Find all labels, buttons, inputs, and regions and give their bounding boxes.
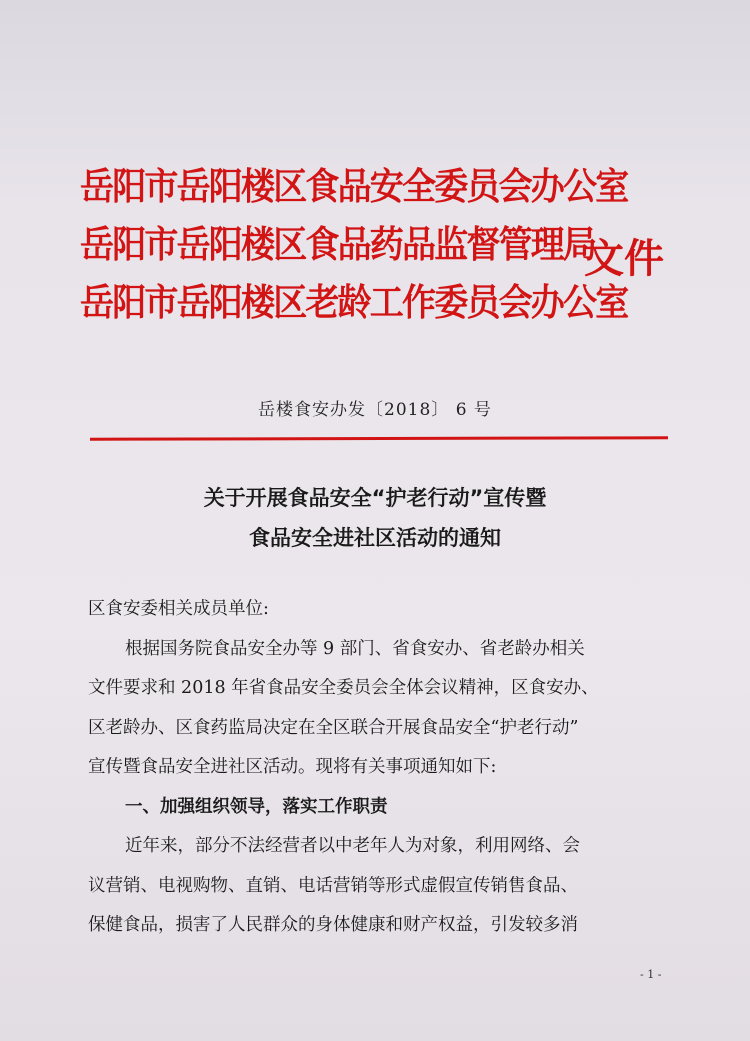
document-title: [0, 478, 750, 558]
paragraph-2-line-3: 保健食品，损害了人民群众的身体健康和财产权益，引发较多消: [88, 915, 578, 935]
salutation: 区食安委相关成员单位:: [88, 599, 269, 619]
paragraph-1-line-1: 根据国务院食品安全办等 9 部门、省食安办、省老龄办相关: [125, 638, 585, 659]
paragraph-1-line-3: 区老龄办、区食药监局决定在全区联合开展食品安全“护老行动”: [88, 717, 579, 738]
paragraph-1-line-2: 文件要求和 2018 年省食品安全委员会全体会议精神，区食安办、: [88, 678, 599, 698]
document-body: [88, 590, 688, 946]
title-line-2: 食品安全进社区活动的通知: [249, 526, 501, 550]
red-divider: [90, 436, 668, 441]
paragraph-2-line-2: 议营销、电视购物、直销、电话营销等形式虚假宣传销售食品、: [88, 875, 578, 896]
paragraph-1-line-4: 宣传暨食品安全进社区活动。现将有关事项通知如下:: [88, 757, 497, 777]
document-number: 岳楼食安办发〔2018〕 6 号: [258, 400, 492, 420]
issuer-line-1: 岳阳市岳阳楼区食品安全委员会办公室: [80, 165, 628, 208]
title-line-1: 关于开展食品安全“护老行动”宣传暨: [203, 486, 547, 510]
section-1-heading: 一、加强组织领导，落实工作职责: [125, 796, 388, 817]
paragraph-2-line-1: 近年来，部分不法经营者以中老年人为对象，利用网络、会: [125, 836, 580, 856]
issuer-line-3: 岳阳市岳阳楼区老龄工作委员会办公室: [80, 281, 628, 324]
document-type-label: 文件: [584, 236, 664, 282]
page-number: - 1 -: [640, 968, 662, 981]
issuer-line-2: 岳阳市岳阳楼区食品药品监督管理局: [80, 223, 596, 266]
